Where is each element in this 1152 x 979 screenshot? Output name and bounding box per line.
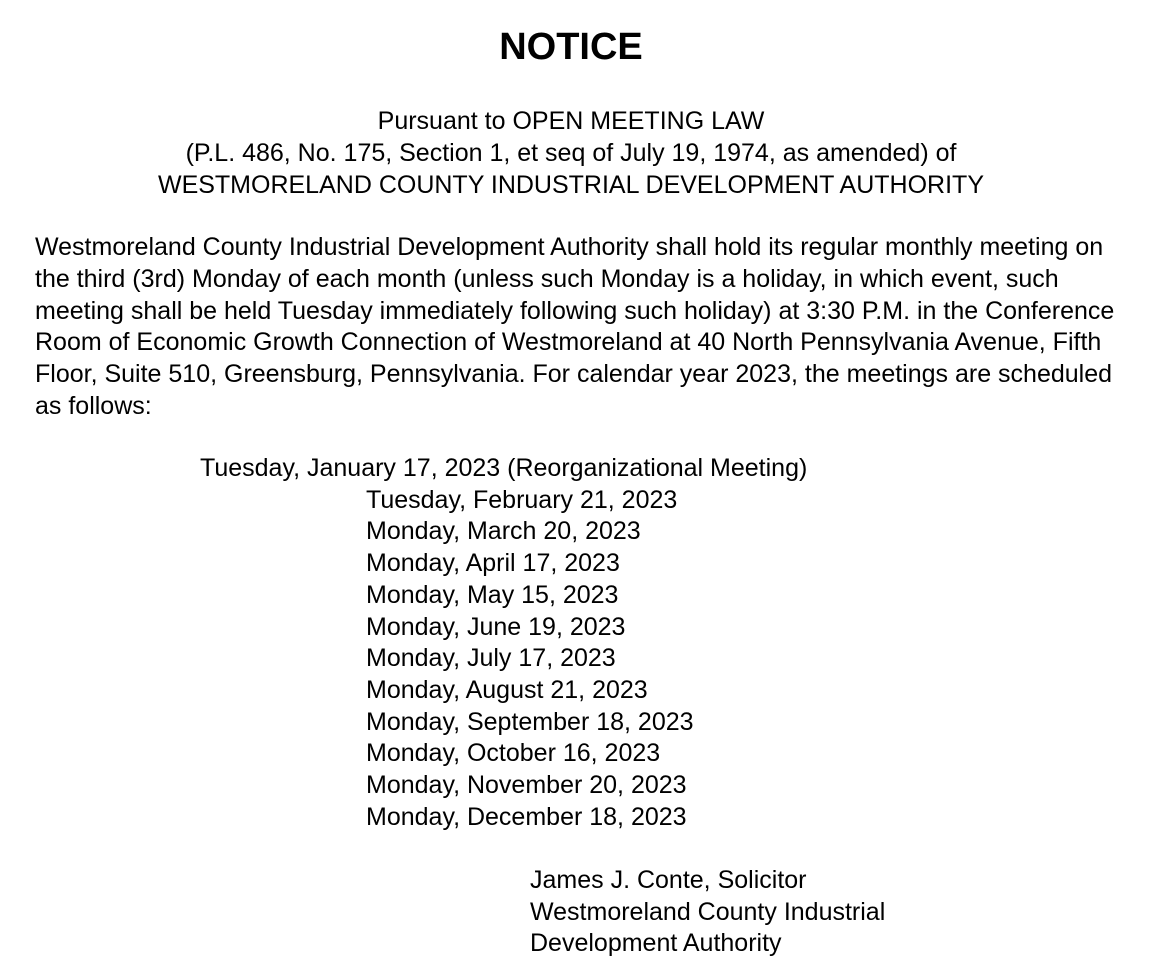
schedule-item-march: Monday, March 20, 2023	[366, 517, 641, 546]
notice-body-paragraph: Westmoreland County Industrial Development Authority shall hold its regular monthly meeting on the third (3rd) Monday of each month (unless such Monday is a holiday, in which event, such meeting shall be held Tuesday immediately following such holiday) at 3:30 P.M. in the Conference Room of Economic Growth Connection of Westmoreland at 40 North Pennsylvania Avenue, Fifth Floor, Suite 510, Greensburg, Pennsylvania. For calendar year 2023, the meetings are scheduled as follows:	[35, 233, 1115, 420]
schedule-item-april: Monday, April 17, 2023	[366, 549, 620, 578]
notice-title: NOTICE	[499, 26, 643, 68]
header-line-authority: WESTMORELAND COUNTY INDUSTRIAL DEVELOPMENT AUTHORITY	[157, 171, 985, 199]
schedule-item-august: Monday, August 21, 2023	[366, 675, 648, 704]
schedule-item-february: Tuesday, February 21, 2023	[366, 485, 678, 514]
header-line-citation: (P.L. 486, No. 175, Section 1, et seq of July 19, 1974, as amended) of	[185, 139, 957, 167]
schedule-item-december: Monday, December 18, 2023	[366, 802, 687, 831]
schedule-item-november: Monday, November 20, 2023	[366, 771, 687, 800]
signature-organization-line1: Westmoreland County Industrial	[530, 897, 886, 926]
signature-organization-line2: Development Authority	[530, 929, 782, 958]
signature-block	[530, 865, 885, 960]
header-line-law: Pursuant to OPEN MEETING LAW	[377, 107, 765, 135]
schedule-item-october: Monday, October 16, 2023	[366, 739, 661, 768]
schedule-item-june: Monday, June 19, 2023	[366, 612, 626, 641]
notice-header	[0, 105, 1142, 201]
schedule-item-january: Tuesday, January 17, 2023 (Reorganizational Meeting)	[200, 454, 808, 482]
schedule-item-may: Monday, May 15, 2023	[366, 580, 619, 609]
meeting-schedule-list	[0, 453, 1152, 833]
schedule-item-september: Monday, September 18, 2023	[366, 707, 694, 736]
signature-name: James J. Conte, Solicitor	[530, 866, 807, 894]
schedule-item-july: Monday, July 17, 2023	[366, 644, 616, 673]
